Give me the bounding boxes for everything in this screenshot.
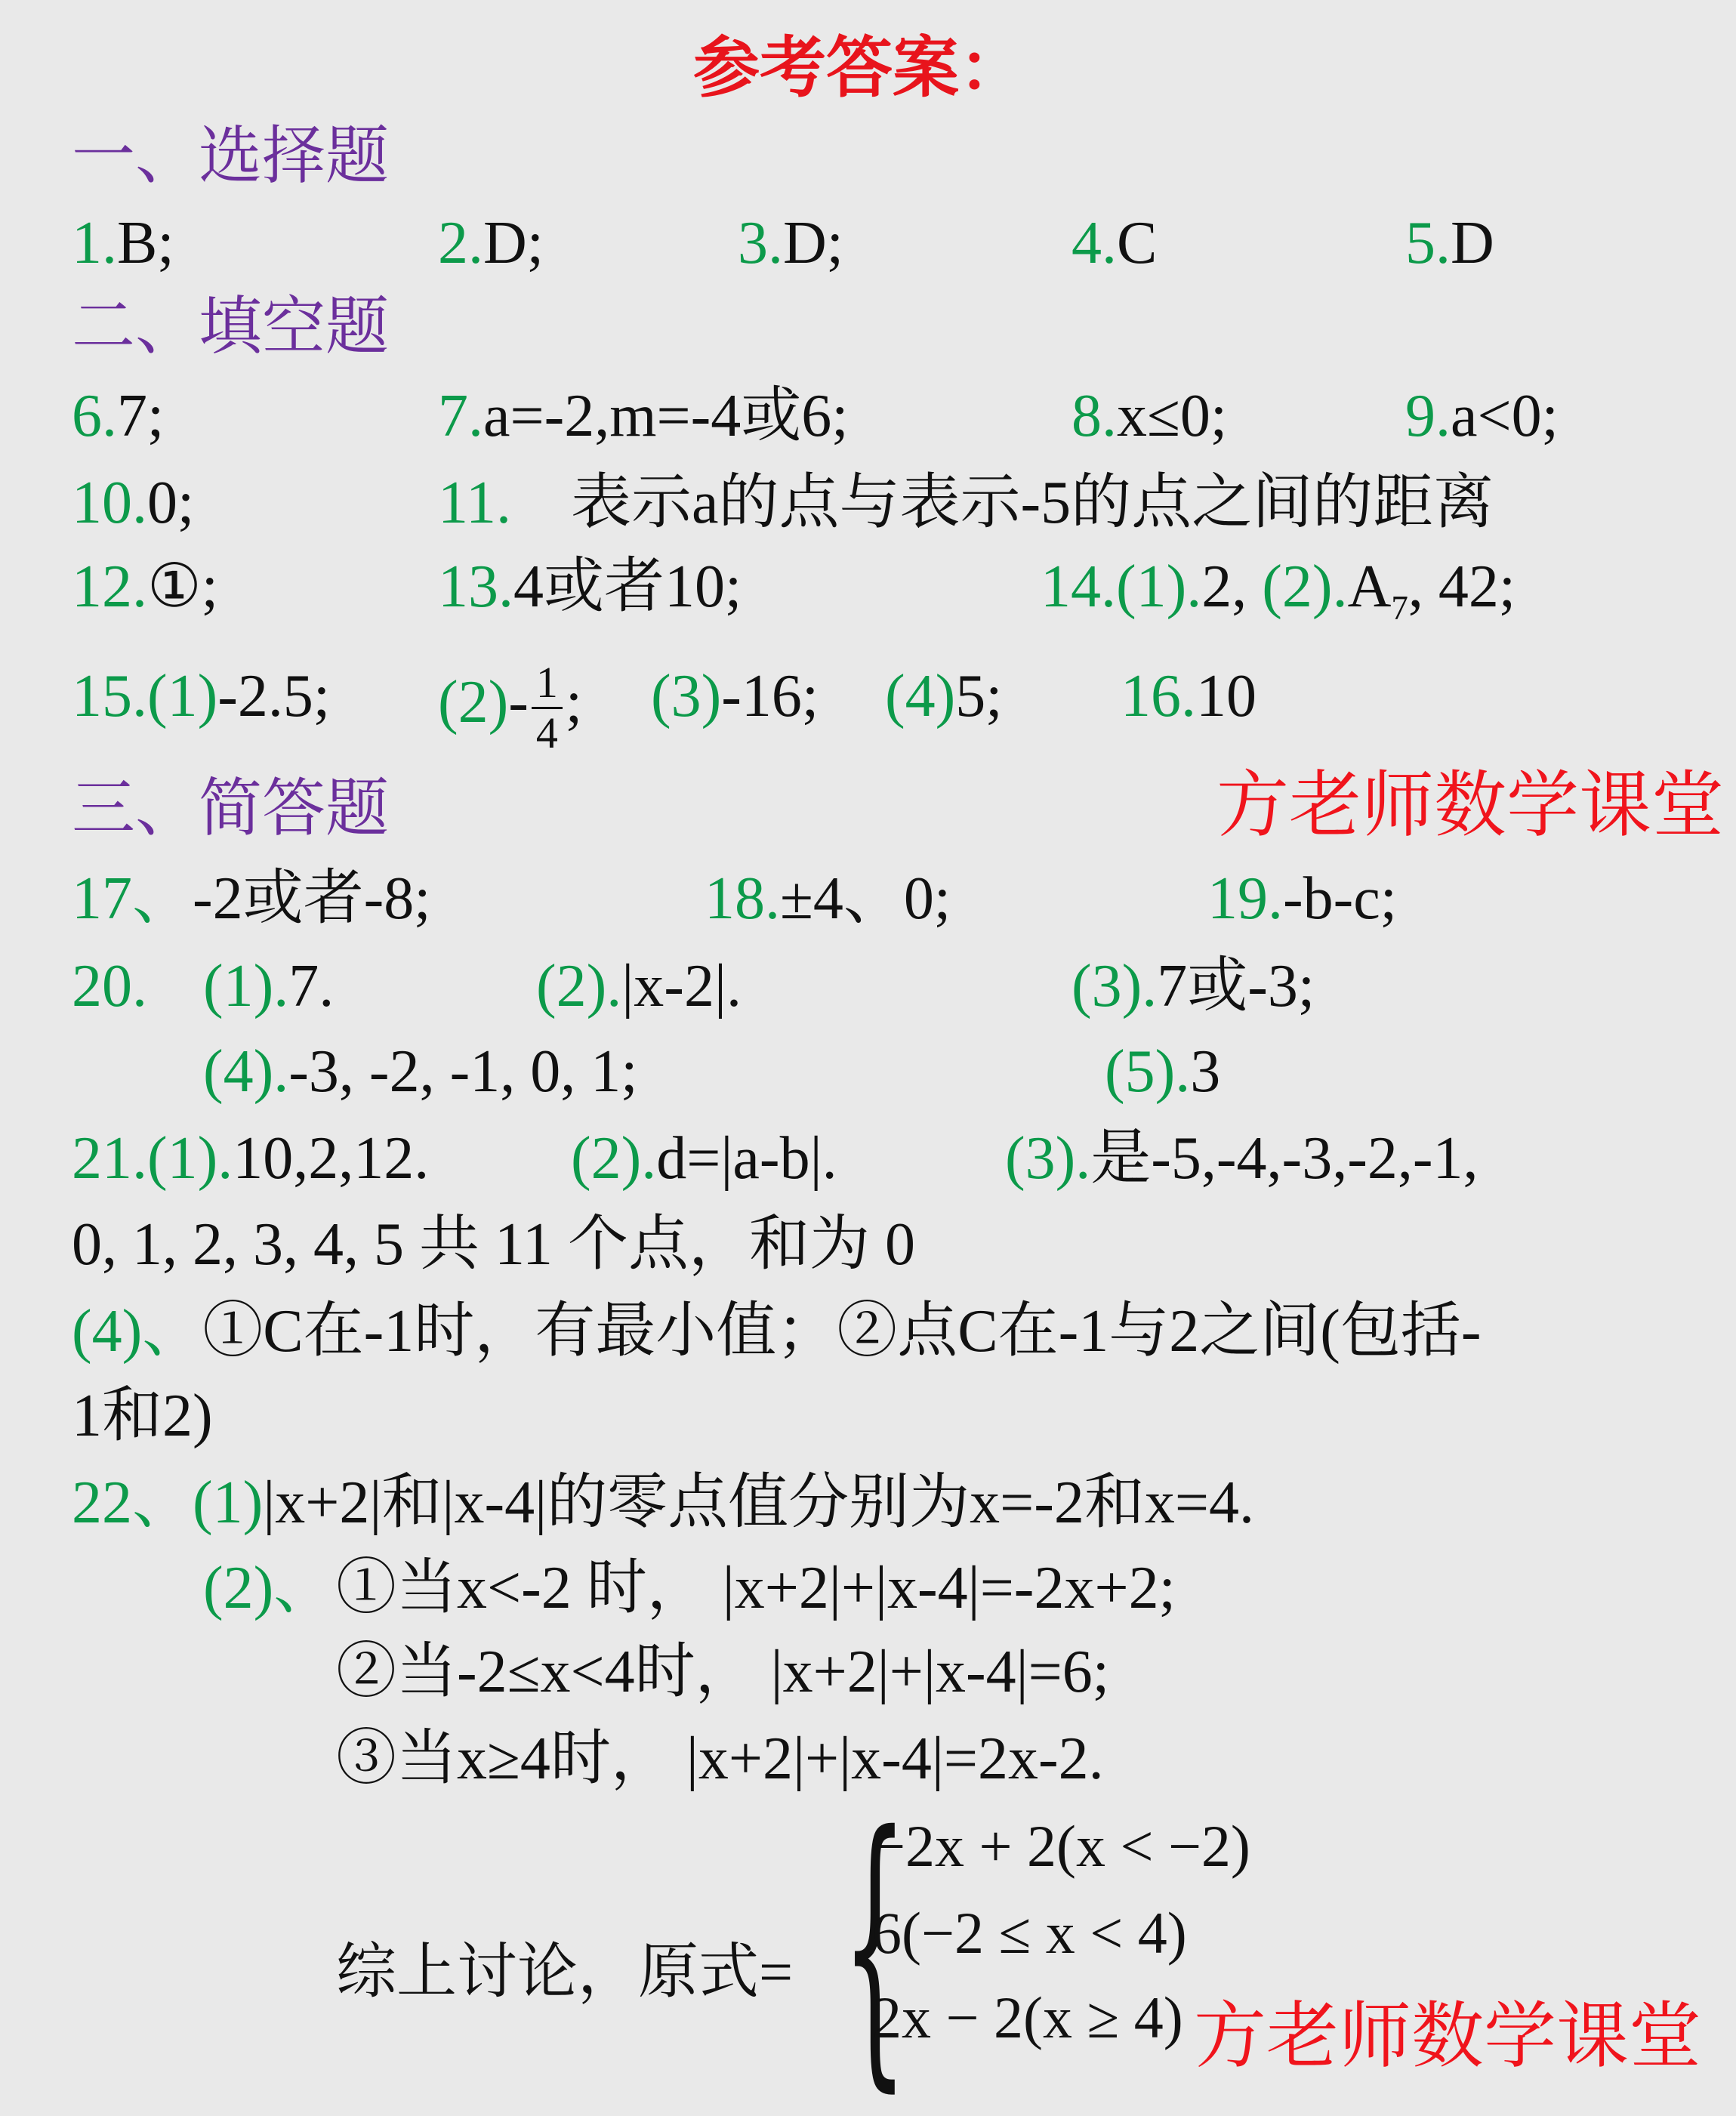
answer: a=-2,m=-4或6; [483, 383, 849, 449]
answer: D; [783, 210, 843, 276]
part-label: (2) [438, 668, 509, 736]
q-number: 20. [72, 953, 147, 1019]
answer: C [1117, 210, 1158, 276]
q22-line-1 [72, 1465, 1254, 1541]
summary-label: 综上讨论，原式= [336, 1939, 794, 2006]
numerator: 1 [532, 659, 563, 709]
q21-line-3 [72, 1294, 1482, 1369]
answer: ±4、0; [780, 865, 951, 932]
q-number: 6. [72, 383, 117, 449]
q-number: 8. [1072, 383, 1117, 449]
watermark: 方老师数学课堂 [1216, 763, 1724, 847]
part-label: (2). [536, 953, 622, 1019]
section-heading-fill: 二、填空题 [72, 292, 390, 362]
part-label: (1) [193, 1470, 264, 1536]
answer: x≤0; [1117, 383, 1228, 449]
brace: { [842, 1773, 908, 2116]
answer: a<0; [1451, 383, 1559, 449]
q-number: 15. [72, 663, 147, 729]
answer: -2.5; [217, 663, 331, 729]
q-number: 4. [1072, 210, 1117, 276]
q-number: 1. [72, 210, 117, 276]
answer: 10,2,12. [233, 1125, 430, 1192]
answer: -3, -2, -1, 0, 1; [288, 1038, 638, 1105]
part-label: (3) [651, 663, 722, 729]
q-number: 5. [1405, 210, 1451, 276]
subscript: 7 [1391, 589, 1408, 627]
q-number: 12. [72, 554, 147, 620]
part-label: (3). [1005, 1125, 1091, 1192]
section-heading-choice: 一、选择题 [72, 122, 390, 192]
q-number: 3. [738, 210, 783, 276]
answer: |x+2|和|x-4|的零点值分别为x=-2和x=4. [263, 1470, 1254, 1536]
q-number: 16. [1121, 663, 1196, 729]
answer: d=|a-b|. [656, 1125, 837, 1192]
q-number: 7. [438, 383, 483, 449]
answer: 10 [1196, 663, 1257, 729]
q-number: 2. [438, 210, 483, 276]
answer: A [1347, 554, 1392, 620]
answer: 表示a的点与表示-5的点之间的距离 [571, 470, 1494, 536]
answer: -b-c; [1283, 865, 1398, 932]
part-label: (1) [147, 663, 218, 729]
answer: , 42; [1408, 554, 1516, 620]
answer: ; [565, 668, 583, 736]
answer: 0; [147, 470, 195, 536]
answer: 4或者10; [513, 554, 742, 620]
part-label: (2). [571, 1125, 657, 1192]
case-3: ③当x≥4时， |x+2|+|x-4|=2x-2. [336, 1726, 1104, 1792]
answer: 3 [1190, 1038, 1221, 1105]
answer: 5; [955, 663, 1003, 729]
part-label: (1). [147, 1125, 233, 1192]
part-label: (3). [1072, 953, 1158, 1019]
section-heading-short: 三、简答题 [72, 774, 390, 844]
answer: D [1451, 210, 1494, 276]
answer: ①; [147, 554, 218, 620]
fraction [532, 659, 563, 757]
watermark-bottom: 方老师数学课堂 [1194, 1994, 1701, 2078]
answer: 7; [117, 383, 165, 449]
part-label: (1). [203, 953, 289, 1019]
q-number: 22、 [72, 1470, 193, 1536]
answer: D; [483, 210, 544, 276]
answer: 7. [288, 953, 335, 1019]
q-number: 17、 [72, 865, 193, 932]
q21-line-4: 1和2) [72, 1383, 213, 1449]
page-title: 参考答案： [693, 32, 1026, 106]
answer: B; [117, 210, 174, 276]
part-label: (5). [1105, 1038, 1191, 1105]
q-number: 13. [438, 554, 513, 620]
q-number: 10. [72, 470, 147, 536]
q-number: 21. [72, 1125, 147, 1192]
part-label: (1). [1116, 554, 1202, 620]
case-2: ②当-2≤x<4时， |x+2|+|x-4|=6; [336, 1639, 1109, 1705]
piece-1: −2x + 2(x < −2) [872, 1813, 1250, 1879]
q-number: 14. [1041, 554, 1116, 620]
part-label: (4)、 [72, 1298, 203, 1365]
answer: 7或-3; [1157, 953, 1315, 1019]
part-label: (4). [203, 1038, 289, 1105]
part-label: (2). [1262, 554, 1348, 620]
answer: |x-2|. [621, 953, 742, 1019]
q21-line-2: 0, 1, 2, 3, 4, 5 共 11 个点，和为 0 [72, 1211, 916, 1278]
answer: -2或者-8; [193, 865, 431, 932]
answer: ①C在-1时，有最小值；②点C在-1与2之间(包括- [202, 1298, 1482, 1365]
case-1: ①当x<-2 时， |x+2|+|x-4|=-2x+2; [336, 1555, 1176, 1621]
q-number: 11. [438, 470, 512, 536]
part-label: (2)、 [203, 1555, 335, 1621]
answer: - [508, 668, 529, 736]
q-number: 9. [1405, 383, 1451, 449]
part-label: (4) [885, 663, 956, 729]
piece-3: 2x − 2(x ≥ 4) [872, 1985, 1183, 2050]
q-number: 18. [705, 865, 780, 932]
piece-2: 6(−2 ≤ x < 4) [872, 1900, 1187, 1966]
answer: -16; [721, 663, 819, 729]
answer: 是-5,-4,-3,-2,-1, [1090, 1125, 1479, 1192]
q-number: 19. [1207, 865, 1283, 932]
answer: 2, [1201, 554, 1247, 620]
denominator: 4 [535, 708, 558, 757]
